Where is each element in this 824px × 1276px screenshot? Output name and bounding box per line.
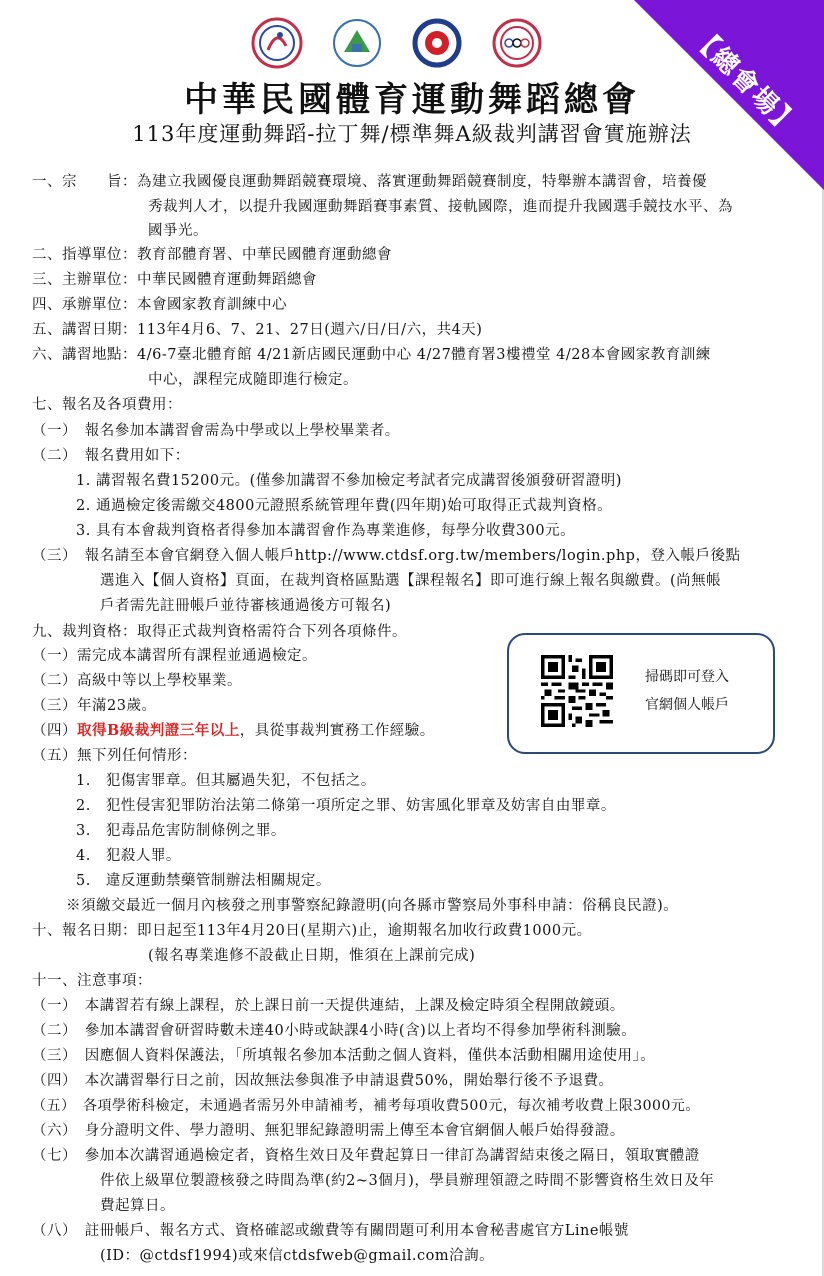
- fee-detail-2: 2. 通過檢定後需繳交4800元證照系統管理年費(四年期)始可取得正式裁判資格。: [76, 498, 613, 514]
- note-7-line-3: 費起算日。: [100, 1198, 175, 1214]
- note-2: （二） 參加本講習會研習時數未達40小時或缺課4小時(含)以上者均不得參加學術科測驗。: [32, 1023, 637, 1039]
- logo-strip: [250, 16, 550, 72]
- fee-detail-1: 1. 講習報名費15200元。(僅參加講習不參加檢定考試者完成講習後頒發研習證明): [76, 473, 622, 489]
- registration-line-1: （三） 報名請至本會官網登入個人帳戶http://www.ctdsf.org.tw/members/login.php，登入帳戶後點: [32, 548, 741, 564]
- exclusion-1: 1. 犯傷害罪章。但其屬過失犯，不包括之。: [76, 773, 376, 789]
- venue-line-2: 中心，課程完成隨即進行檢定。: [148, 372, 358, 388]
- note-4: （四） 本次講習舉行日之前，因故無法參與准予申請退費50%，開始舉行後不予退費。: [32, 1073, 614, 1089]
- purpose-line-2: 秀裁判人才，以提升我國運動舞蹈賽事素質、接軌國際，進而提升我國選手競技水平、為: [148, 199, 733, 215]
- qualification-heading: 九、裁判資格：取得正式裁判資格需符合下列各項條件。: [32, 624, 407, 640]
- notes-heading: 十一、注意事項：: [32, 973, 152, 989]
- qualification-item-4-prefix: （四）: [32, 723, 77, 739]
- note-1: （一） 本講習若有線上課程，於上課日前一天提供連結，上課及檢定時須全程開啟鏡頭。: [32, 998, 625, 1014]
- advisory-units: 二、指導單位：教育部體育署、中華民國體育運動總會: [32, 247, 392, 263]
- exclusion-5: 5. 違反運動禁藥管制辦法相關規定。: [76, 873, 331, 889]
- note-6: （六） 身分證明文件、學力證明、無犯罪紀錄證明需上傳至本會官網個人帳戶始得發證。: [32, 1123, 625, 1139]
- qualification-item-1: （一）需完成本講習所有課程並通過檢定。: [32, 648, 317, 664]
- note-7-line-1: （七） 參加本次講習通過檢定者，資格生效日及年費起算日一律訂為講習結束後之隔日，領取實體證: [32, 1148, 700, 1164]
- qr-caption-line-2: 官網個人帳戶: [645, 697, 729, 713]
- page-subtitle: 113年度運動舞蹈-拉丁舞/標準舞A級裁判講習會實施辦法: [132, 122, 692, 146]
- registration-line-3: 戶者需先註冊帳戶並待審核通過後方可報名): [100, 598, 392, 614]
- purpose-line-3: 國爭光。: [148, 223, 208, 239]
- fees-item-2: （二） 報名費用如下：: [32, 448, 190, 464]
- exclusion-3: 3. 犯毒品危害防制條例之罪。: [76, 823, 286, 839]
- purpose-line-1: 一、宗 旨：為建立我國優良運動舞蹈競賽環境、落實運動舞蹈競賽制度，特舉辦本講習會，培養優: [32, 174, 707, 190]
- registration-dates-note: (報名專業進修不設截止日期，惟須在上課前完成): [148, 948, 476, 964]
- note-8-line-1: （八） 註冊帳戶、報名方式、資格確認或繳費等有關問題可利用本會秘書處官方Line帳號: [32, 1223, 629, 1239]
- qr-caption-line-1: 掃碼即可登入: [645, 669, 729, 685]
- note-7-line-2: 件依上級單位製證核發之時間為準(約2~3個月)，學員辦理領證之時間不影響資格生效日及年: [100, 1173, 715, 1189]
- qualification-item-4: [32, 719, 435, 743]
- fees-heading: 七、報名及各項費用：: [32, 397, 182, 413]
- organizer: 三、主辦單位：中華民國體育運動舞蹈總會: [32, 272, 317, 288]
- note-8-line-2: (ID：@ctdsf1994)或來信ctdsfweb@gmail.com洽詢。: [100, 1248, 495, 1264]
- qualification-item-4-rest: ，具從事裁判實務工作經驗。: [239, 723, 435, 739]
- qr-code-icon[interactable]: [541, 655, 613, 727]
- olympic-committee-emblem-icon: [490, 16, 544, 70]
- police-record-note: ※須繳交最近一個月內核發之刑事警察紀錄證明(向各縣市警察局外事科申請：俗稱良民證)。: [66, 898, 679, 914]
- exclusion-4: 4. 犯殺人罪。: [76, 848, 181, 864]
- qr-caption: [645, 663, 729, 719]
- note-3: （三） 因應個人資料保護法，「所填報名參加本活動之個人資料，僅供本活動相關用途使用」。: [32, 1048, 656, 1064]
- association-emblem-icon: [250, 16, 304, 70]
- training-dates: 五、講習日期：113年4月6、7、21、27日(週六/日/日/六，共4天): [32, 322, 483, 338]
- page-title: 中華民國體育運動舞蹈總會: [184, 80, 640, 120]
- venue-line-1: 六、講習地點：4/6-7臺北體育館 4/21新店國民運動中心 4/27體育署3樓禮堂 4/28本會國家教育訓練: [32, 347, 711, 363]
- qualification-highlight: 取得B級裁判證三年以上: [77, 722, 240, 739]
- fee-detail-3: 3. 具有本會裁判資格者得參加本講習會作為專業進修，每學分收費300元。: [76, 523, 576, 539]
- registration-dates: 十、報名日期：即日起至113年4月20日(星期六)止，逾期報名加收行政費1000元。: [32, 923, 592, 939]
- qualification-item-5: （五）無下列任何情形：: [32, 748, 197, 764]
- qualification-item-3: （三）年滿23歲。: [32, 698, 157, 714]
- qualification-item-2: （二）高級中等以上學校畢業。: [32, 673, 242, 689]
- sports-administration-logo-icon: [410, 16, 464, 70]
- qr-login-box: [507, 633, 775, 754]
- fees-item-1: （一） 報名參加本講習會需為中學或以上學校畢業者。: [32, 423, 400, 439]
- exclusion-2: 2. 犯性侵害犯罪防治法第二條第一項所定之罪、妨害風化罪章及妨害自由罪章。: [76, 798, 616, 814]
- executing-unit: 四、承辦單位：本會國家教育訓練中心: [32, 297, 287, 313]
- venue-tag: 【總會場】: [685, 22, 806, 143]
- note-5: （五） 各項學術科檢定，未通過者需另外申請補考，補考每項收費500元，每次補考收費上限3000元。: [32, 1098, 700, 1114]
- registration-line-2: 選進入【個人資格】頁面，在裁判資格區點選【課程報名】即可進行線上報名與繳費。(尚無帳: [100, 573, 722, 589]
- ministry-of-education-logo-icon: [330, 16, 384, 70]
